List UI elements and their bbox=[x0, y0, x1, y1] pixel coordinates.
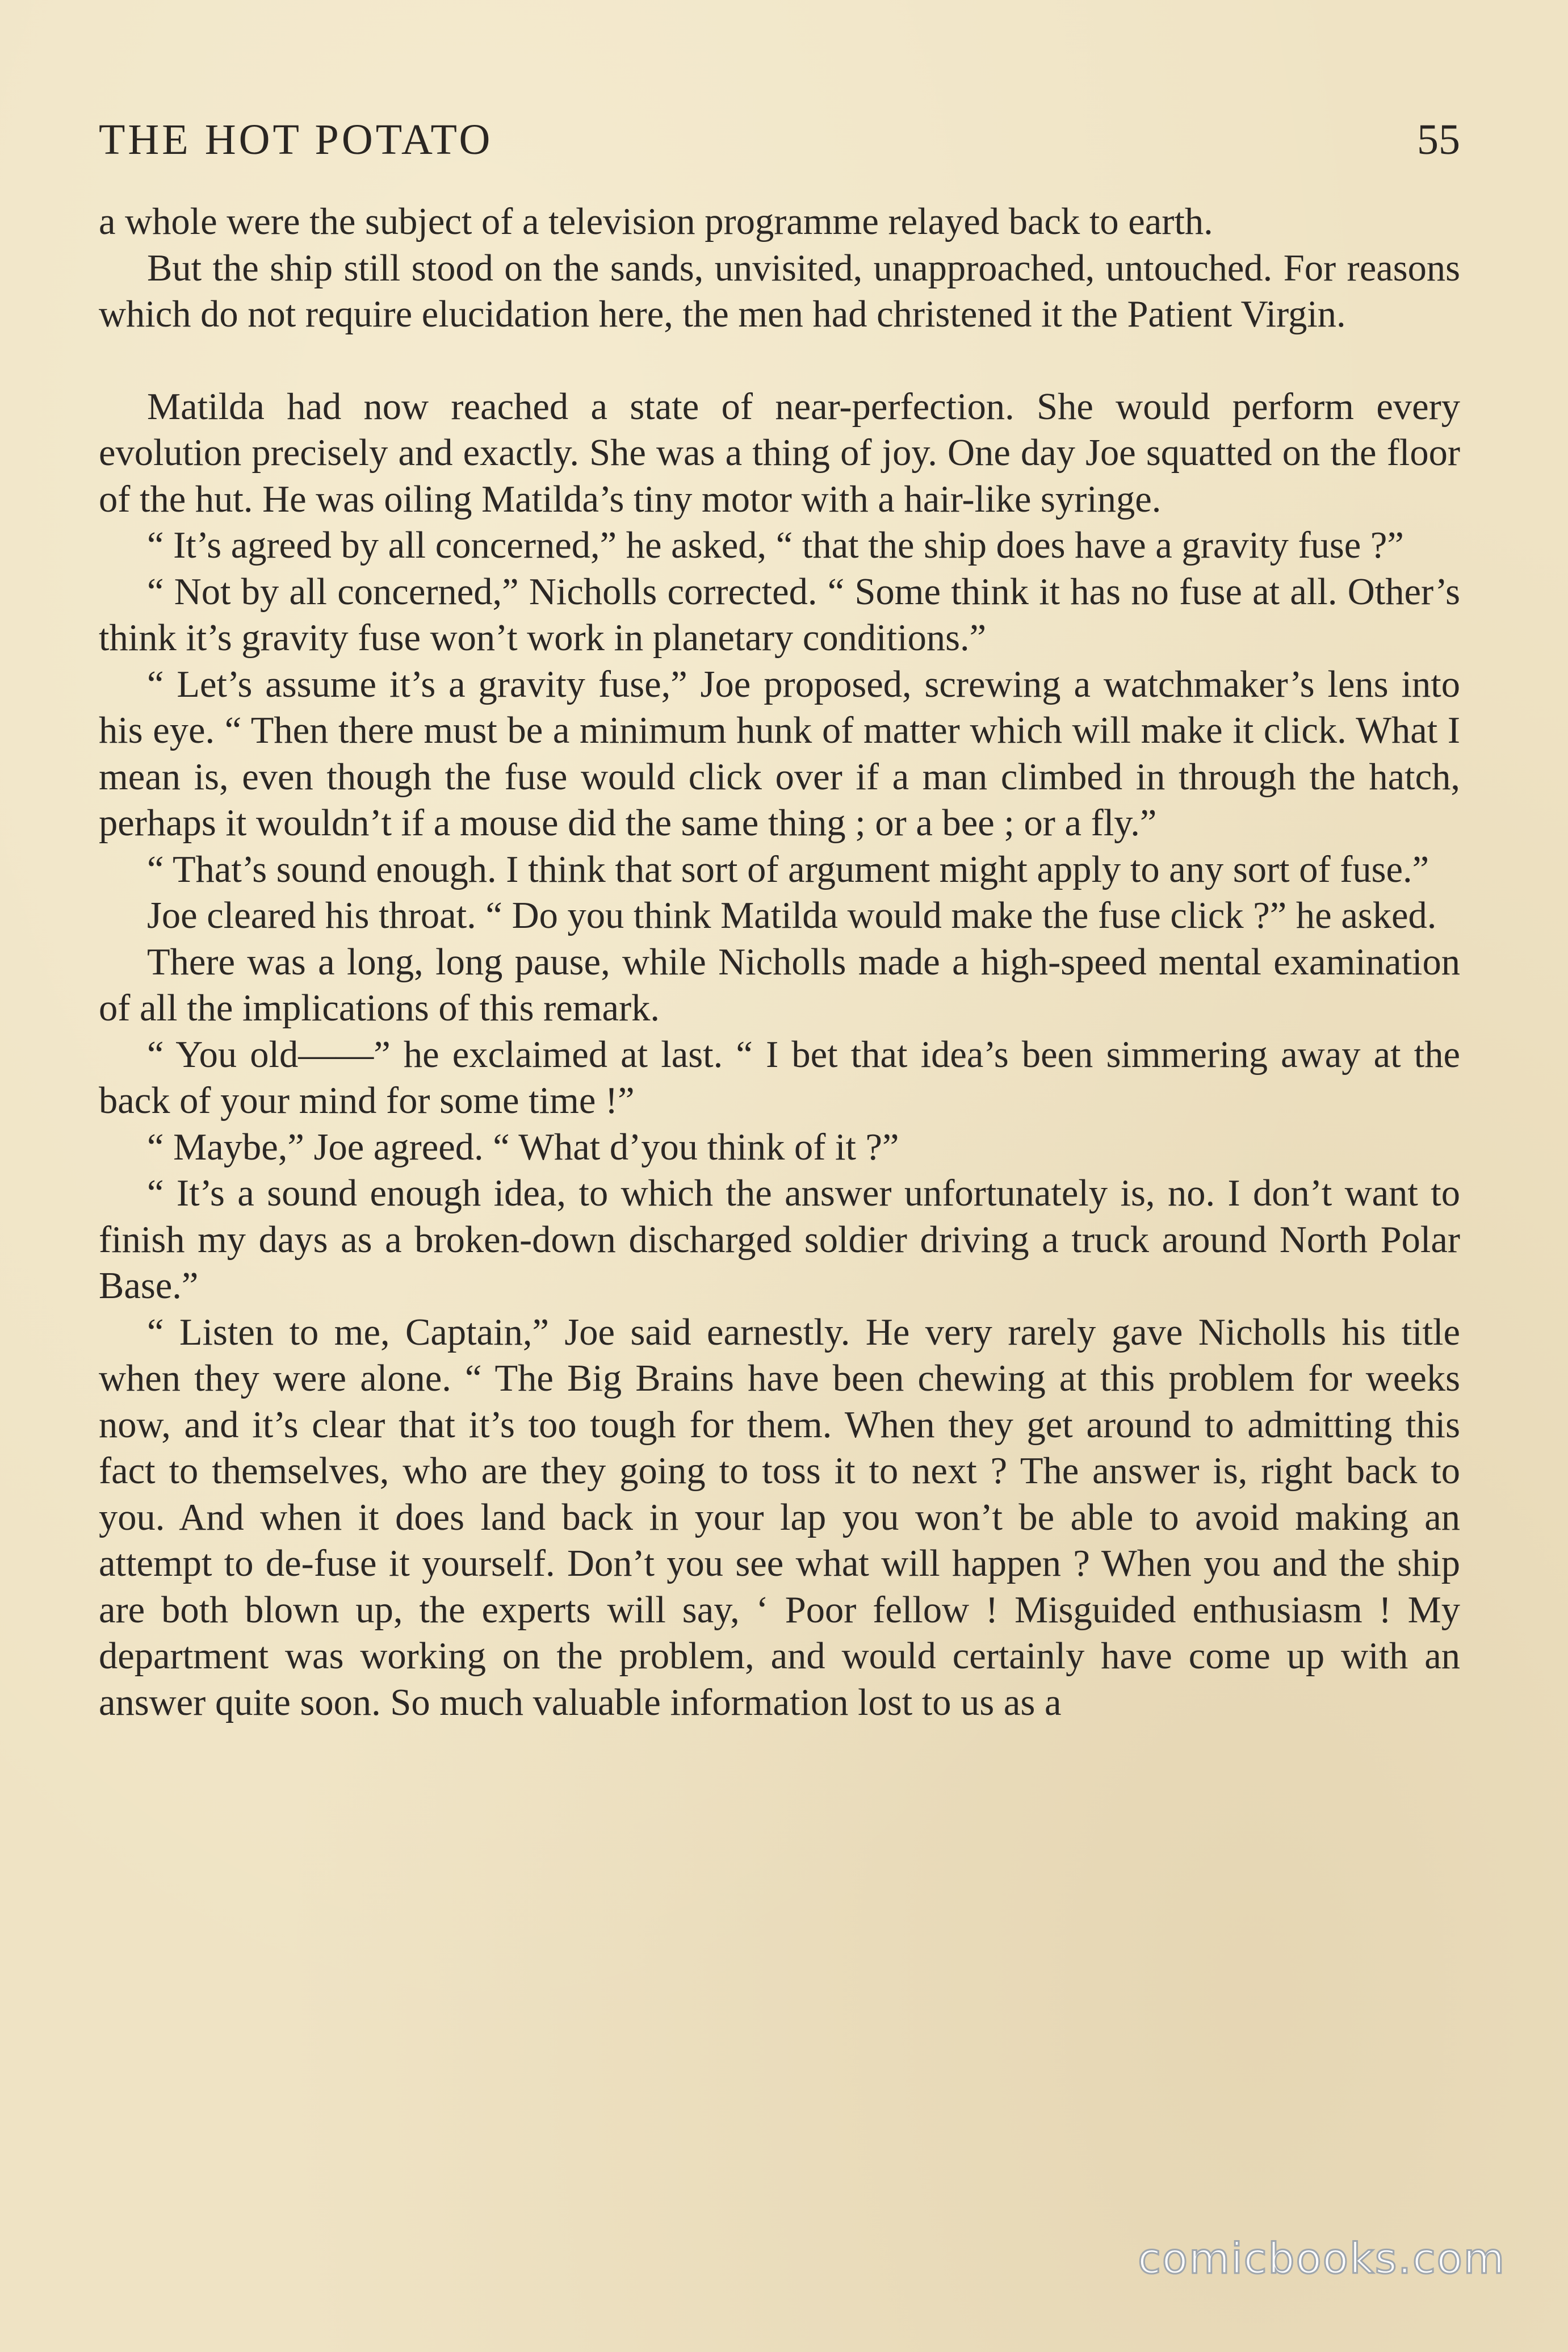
paragraph: Matilda had now reached a state of near-perfection. She would perform every evolution precisely and exactly. She was a thing of joy. One day Joe squatted on the floor of the hut. He was oiling Matilda’s tiny motor with a hair-like syringe. bbox=[99, 386, 1460, 520]
paragraph: “ It’s agreed by all concerned,” he asked, “ that the ship does have a gravity fuse ?” bbox=[147, 525, 1404, 566]
paragraph: “ That’s sound enough. I think that sort of argument might apply to any sort of fuse.” bbox=[147, 848, 1429, 890]
paragraph: “ Maybe,” Joe agreed. “ What d’you think of it ?” bbox=[147, 1126, 899, 1168]
page-number: 55 bbox=[1417, 116, 1460, 164]
paragraph: Joe cleared his throat. “ Do you think Matilda would make the fuse click ?” he asked. bbox=[147, 895, 1437, 936]
paragraph: But the ship still stood on the sands, unvisited, unapproached, untouched. For reasons which do not require elucidation here, the men had christened it the Patient Virgin. bbox=[99, 247, 1460, 335]
paragraph: a whole were the subject of a television programme relayed back to earth. bbox=[99, 201, 1213, 242]
paragraph: There was a long, long pause, while Nicholls made a high-speed mental examination of all the implications of this remark. bbox=[99, 941, 1460, 1029]
running-head: THE HOT POTATO bbox=[99, 116, 493, 164]
paragraph: “ You old——” he exclaimed at last. “ I bet that idea’s been simmering away at the back of your mind for some time !” bbox=[99, 1033, 1460, 1121]
paragraph: “ Listen to me, Captain,” Joe said earnestly. He very rarely gave Nicholls his title when they were alone. “ The Big Brains have been chewing at this problem for weeks now, and it’s clear that it’s too tough for them. When they get around to admitting this fact to themselves, who are they going to toss it to next ? The answer is, right back to you. And when it does land back in your lap you won’t be able to avoid making an attempt to de-fuse it yourself. Don’t you see what will happen ? When you and the ship are both blown up, the experts will say, ‘ Poor fellow ! Misguided enthusiasm ! My department was working on the problem, and would certainly have come up with an answer quite soon. So much valuable information lost to us as a bbox=[99, 1311, 1460, 1723]
paragraph: “ Not by all concerned,” Nicholls corrected. “ Some think it has no fuse at all. Other’s think it’s gravity fuse won’t work in planetary conditions.” bbox=[99, 571, 1460, 659]
page-header bbox=[99, 111, 1460, 174]
paragraph: “ It’s a sound enough idea, to which the answer unfortunately is, no. I don’t want to finish my days as a broken-down discharged soldier driving a truck around North Polar Base.” bbox=[99, 1173, 1460, 1307]
watermark: comicbooks.com bbox=[1138, 2234, 1506, 2283]
paragraph: “ Let’s assume it’s a gravity fuse,” Joe proposed, screwing a watchmaker’s lens into his eye. “ Then there must be a minimum hunk of matter which will make it click. What I mean is, even though the fuse would click over if a man climbed in through the hatch, perhaps it wouldn’t if a mouse did the same thing ; or a bee ; or a fly.” bbox=[99, 663, 1460, 844]
body-text bbox=[99, 199, 1460, 1726]
